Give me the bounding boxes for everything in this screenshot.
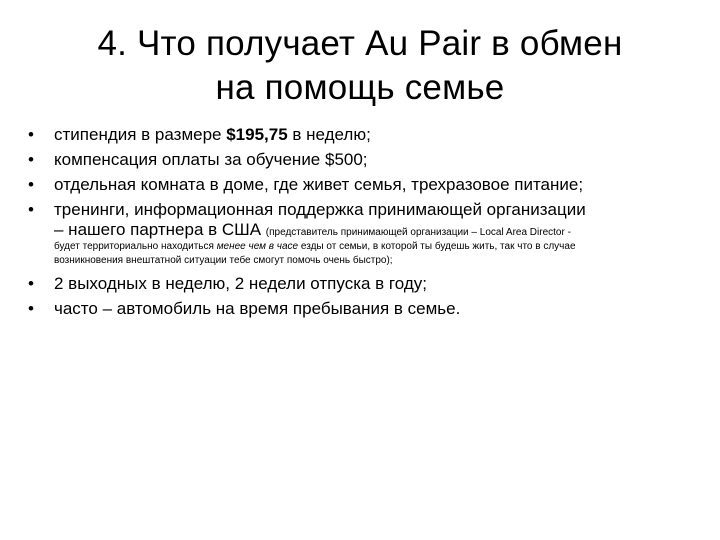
bullet-car	[26, 299, 698, 319]
bullet-dot-icon: •	[28, 299, 34, 318]
room-text: отдельная комната в доме, где живет семья, трехразовое питание;	[54, 175, 584, 194]
bullet-dot-icon: •	[28, 150, 34, 169]
days-off-text: 2 выходных в неделю, 2 недели отпуска в году;	[54, 274, 427, 293]
car-text: часто – автомобиль на время пребывания в семье.	[54, 299, 461, 318]
stipend-text-before: стипендия в размере	[54, 125, 227, 144]
bullet-dot-icon: •	[28, 200, 34, 219]
bullet-dot-icon: •	[28, 175, 34, 194]
bullet-dot-icon: •	[28, 125, 34, 144]
bullet-training	[26, 200, 698, 268]
stipend-amount: $195,75	[226, 125, 288, 144]
stipend-text-after: в неделю;	[287, 125, 371, 144]
bullet-room	[26, 175, 698, 195]
title-line-2: на помощь семье	[215, 68, 505, 107]
training-note-b	[54, 240, 698, 254]
tuition-text: компенсация оплаты за обучение $500;	[54, 150, 368, 169]
training-line-1: тренинги, информационная поддержка принимающей организации	[54, 200, 586, 219]
slide-title	[20, 22, 700, 110]
title-line-1: 4. Что получает Au Pair в обмен	[97, 24, 623, 63]
training-note-italic: менее чем в часе	[216, 241, 299, 252]
bullet-days-off	[26, 274, 698, 294]
bullet-stipend	[26, 125, 698, 145]
bullet-tuition	[26, 150, 698, 170]
training-note-b2: езды от семьи, в которой ты будешь жить, так что в случае	[298, 241, 576, 252]
training-line-2	[54, 220, 698, 240]
training-partner-text: – нашего партнера в США	[54, 220, 266, 239]
training-note-a: (представитель принимающей организации – Local Area Director -	[265, 227, 571, 238]
bullet-dot-icon: •	[28, 274, 34, 293]
training-note-c: возникновения внештатной ситуации тебе смогут помочь очень быстро);	[54, 255, 393, 266]
training-note-b1: будет территориально находиться	[54, 241, 217, 252]
bullet-list	[26, 125, 698, 324]
